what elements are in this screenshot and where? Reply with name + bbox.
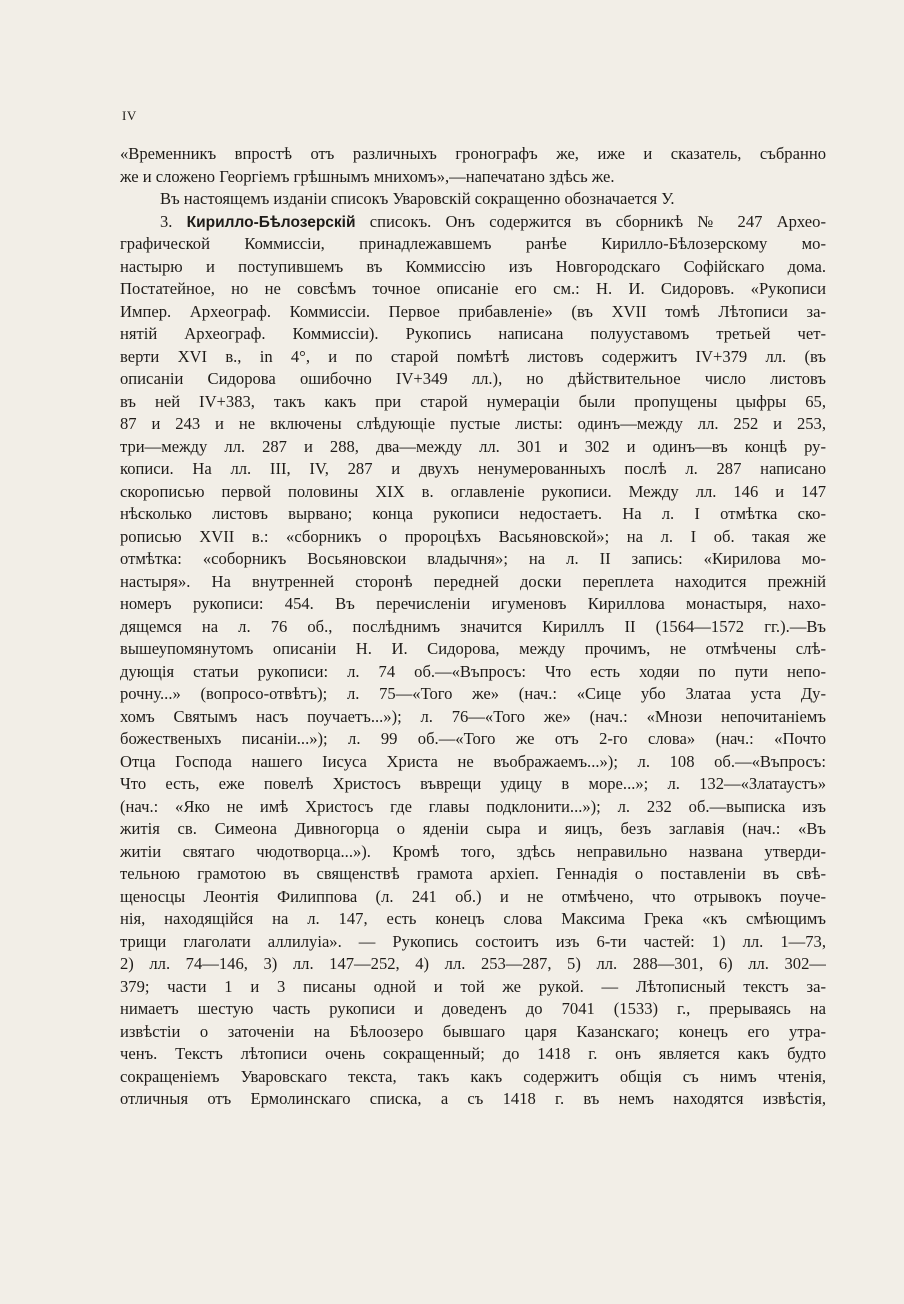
text-line: скорописью первой половины XIX в. оглавленіе рукописи. Между лл. 146 и 147 (120, 481, 826, 501)
text-line: рописью XVII в.: «сборникъ о пророцѣхъ Васьяновской»; на л. I об. такая же (120, 526, 826, 546)
text-line: нятій Археограф. Коммиссіи). Рукопись написана полууставомъ третьей чет- (120, 324, 826, 343)
text-line: ченъ. Текстъ лѣтописи очень сокращенный; до 1418 г. онъ является какъ будто (120, 1044, 826, 1063)
text-line: Отца Господа нашего Іисуса Христа не въображаемъ...»); л. 108 об.—«Въпросъ: (120, 751, 826, 771)
text-line: тельною грамотою въ священствѣ грамота архіеп. Геннадія о поставленіи въ свѣ- (120, 864, 826, 883)
text-line: хомъ Святымъ насъ поучаетъ...»); л. 76—«Того же» (нач.: «Мнози непочитаніемъ (120, 706, 826, 726)
text-line: отмѣтка: «соборникъ Восьяновскои владычня»; на л. II запись: «Кирилова мо- (120, 549, 826, 568)
page-number: IV (122, 108, 137, 123)
paragraph (120, 188, 826, 211)
text-line: 2) лл. 74—146, 3) лл. 147—252, 4) лл. 253—287, 5) лл. 288—301, 6) лл. 302— (120, 954, 826, 973)
text-line: житія св. Симеона Дивногорца о яденіи сыра и яицъ, безъ заглавія (нач.: «Въ (120, 819, 826, 838)
text-line: вышеупомянутомъ описаніи Н. И. Сидорова, между прочимъ, не отмѣчены слѣ- (120, 639, 826, 658)
text-line: божественыхъ писаніи...»); л. 99 об.—«Того же отъ 2-го слова» (нач.: «Почто (120, 729, 826, 748)
text-line: нимаетъ шестую часть рукописи и доведенъ до 7041 (1533) г., прерываясь на (120, 999, 826, 1018)
text-line: настыря». На внутренней сторонѣ передней доски переплета находится прежній (120, 571, 826, 591)
text-line: въ ней IV+383, такъ какъ при старой нумераціи были пропущены цыфры 65, (120, 391, 826, 411)
text-line: Постатейное, но не совсѣмъ точное описаніе его см.: Н. И. Сидоровъ. «Рукописи (120, 279, 826, 298)
text-line: рочну...» (вопросо-отвѣтъ); л. 75—«Того же» (нач.: «Сице убо Златаа уста Ду- (120, 684, 826, 703)
section-heading: Кирилло-Бѣлозерскій (186, 213, 356, 231)
text-line: настырю и поступившемъ въ Коммиссію изъ Новгородскаго Софійскаго дома. (120, 256, 826, 276)
section-number: 3. (160, 211, 187, 231)
text-line: житіи святаго чюдотворца...»). Кромѣ того, здѣсь неправильно названа утверди- (120, 841, 826, 861)
text-line: три—между лл. 287 и 288, два—между лл. 301 и 302 и одинъ—въ концѣ ру- (120, 436, 826, 456)
text-line: дующія статьи рукописи: л. 74 об.—«Въпросъ: Что есть ходяи по пути непо- (120, 661, 826, 681)
text-line: 379; части 1 и 3 писаны одной и той же рукой. — Лѣтописный текстъ за- (120, 976, 826, 996)
text-line: нія, находящійся на л. 147, есть конецъ слова Максима Грека «къ смѣющимъ (120, 909, 826, 928)
text-line: Что есть, еже повелѣ Христосъ въврещи удицу в море...»; л. 132—«Златаустъ» (120, 774, 826, 793)
text-line: кописи. На лл. III, IV, 287 и двухъ ненумерованныхъ послѣ л. 287 написано (120, 459, 826, 478)
text-line: 87 и 243 и не включены слѣдующіе пустые листы: одинъ—между лл. 252 и 253, (120, 414, 826, 433)
text-line: графической Коммиссіи, принадлежавшемъ ранѣе Кирилло-Бѣлозерскому мо- (120, 234, 826, 253)
text-line: отличныя отъ Ермолинскаго списка, а съ 1418 г. въ немъ находятся извѣстія, (120, 1089, 826, 1108)
text-line: описаніи Сидорова ошибочно IV+349 лл.), но дѣйствительное число листовъ (120, 369, 826, 388)
text-line: извѣстіи о заточеніи на Бѣлоозеро бывшаго царя Казанскаго; конецъ его утра- (120, 1021, 826, 1041)
text-line: сокращеніемъ Уваровскаго текста, такъ какъ содержитъ общія съ нимъ чтенія, (120, 1066, 826, 1086)
text-line: нѣсколько листовъ вырвано; конца рукописи недостаетъ. На л. I отмѣтка ско- (120, 504, 826, 523)
document-body (120, 143, 826, 1111)
text-line: же и сложено Георгіемъ грѣшнымъ мнихомъ»,—напечатано здѣсь же. (120, 166, 615, 186)
text-line: верти XVI в., in 4°, и по старой помѣтѣ листовъ содержитъ IV+379 лл. (въ (120, 346, 826, 366)
lead-text: списокъ. Онъ содержится въ сборникѣ № 247 Архео- (355, 211, 826, 231)
text-line: дящемся на л. 76 об., послѣднимъ значится Кириллъ II (1564—1572 гг.).—Въ (120, 616, 826, 636)
text-line: «Временникъ впростѣ отъ различныхъ гронографъ же, иже и сказатель, събранно (120, 144, 826, 163)
paragraph (120, 143, 826, 188)
text-line: щеносцы Леонтія Филиппова (л. 241 об.) и не отмѣчено, что отрывокъ поуче- (120, 886, 826, 906)
text-line: номеръ рукописи: 454. Въ перечисленіи игуменовъ Кириллова монастыря, нахо- (120, 594, 826, 613)
text-line: Импер. Археограф. Коммиссіи. Первое прибавленіе» (въ XVII томѣ Лѣтописи за- (120, 301, 826, 321)
text-line: Въ настоящемъ изданіи списокъ Уваровскій сокращенно обозначается У. (160, 189, 675, 208)
paragraph (120, 211, 826, 1111)
text-line: трищи глаголати аллилуіа». — Рукопись состоитъ изъ 6-ти частей: 1) лл. 1—73, (120, 931, 826, 951)
text-line: (нач.: «Яко не имѣ Христосъ где главы подклонити...»); л. 232 об.—выписка изъ (120, 796, 826, 816)
text-line (120, 211, 826, 234)
